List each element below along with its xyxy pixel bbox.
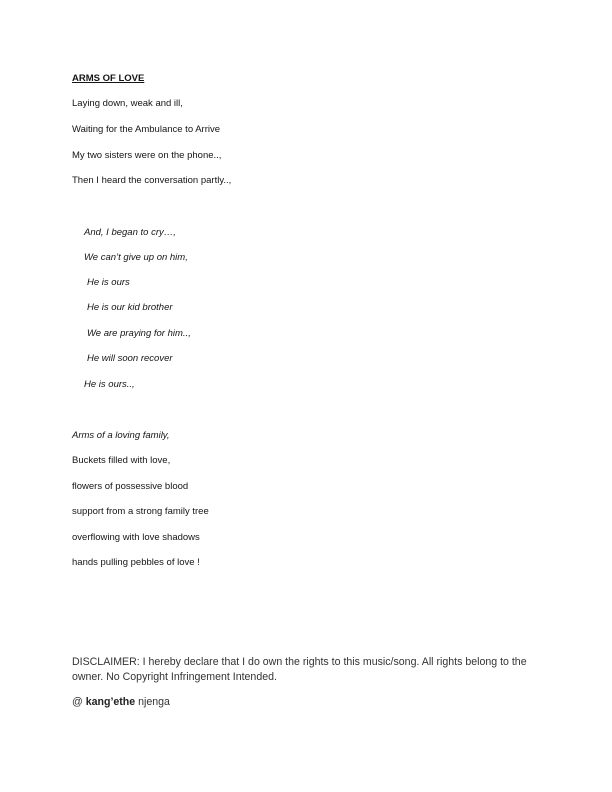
poem-line: And, I began to cry…, — [84, 227, 176, 238]
poem-line: hands pulling pebbles of love ! — [72, 557, 200, 568]
poem-line: Arms of a loving family, — [72, 430, 170, 441]
poem-line: Then I heard the conversation partly.., — [72, 175, 232, 186]
poem-line: We are praying for him.., — [87, 328, 191, 339]
poem-line: He is ours — [87, 277, 130, 288]
poem-line: overflowing with love shadows — [72, 532, 200, 543]
poem-title: ARMS OF LOVE — [72, 73, 145, 84]
disclaimer-text: DISCLAIMER: I hereby declare that I do own the rights to this music/song. All rights belong to the owner. No Copyright Infringement Intended. — [72, 656, 527, 683]
poem-line: My two sisters were on the phone.., — [72, 150, 222, 161]
author-name-bold: kang’ethe — [85, 696, 136, 708]
author-signature — [72, 695, 170, 709]
poem-line: Buckets filled with love, — [72, 455, 171, 466]
poem-line: support from a strong family tree — [72, 506, 209, 517]
poem-line: We can’t give up on him, — [84, 252, 188, 263]
poem-line: flowers of possessive blood — [72, 481, 189, 492]
poem-line: He is ours.., — [84, 379, 135, 390]
poem-line: He is our kid brother — [87, 302, 173, 313]
poem-line: He will soon recover — [87, 353, 173, 364]
poem-line: Laying down, weak and ill, — [72, 98, 183, 109]
author-name-rest: njenga — [138, 696, 170, 708]
poem-line: Waiting for the Ambulance to Arrive — [72, 124, 221, 135]
at-sign: @ — [72, 696, 83, 708]
